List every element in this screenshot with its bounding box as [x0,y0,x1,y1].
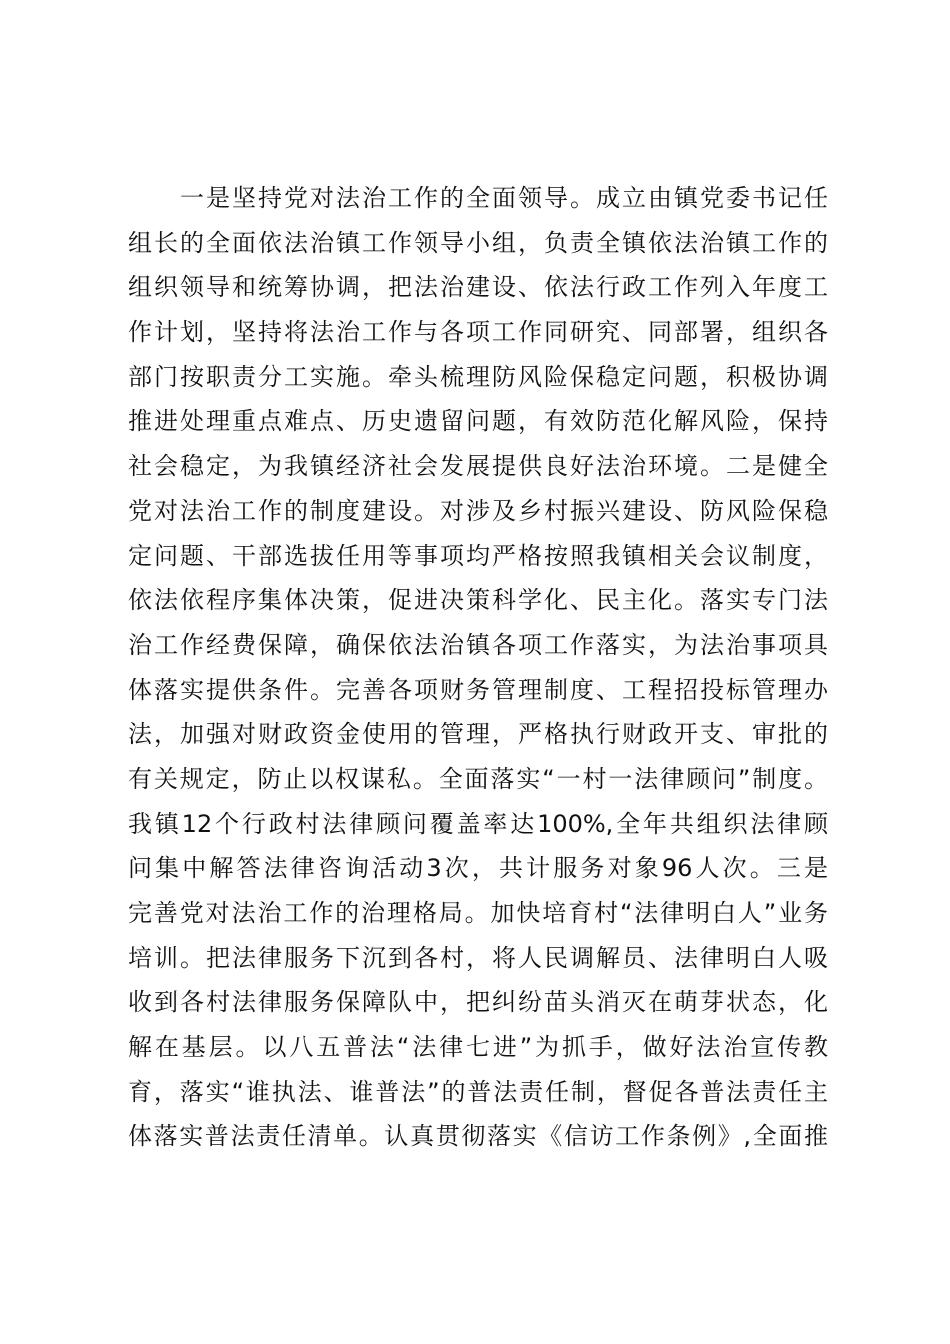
text-line: 作计划，坚持将法治工作与各项工作同研究、同部署，组织各 [128,318,828,347]
text-line: 组长的全面依法治镇工作领导小组，负责全镇依法治镇工作的 [128,228,828,257]
text-line: 党对法治工作的制度建设。对涉及乡村振兴建设、防风险保稳 [128,496,828,525]
text-line: 依法依程序集体决策，促进决策科学化、民主化。落实专门法 [128,586,828,615]
text-line: 部门按职责分工实施。牵头梳理防风险保稳定问题，积极协调 [128,362,828,391]
text-line: 法，加强对财政资金使用的管理，严格执行财政开支、审批的 [128,720,828,749]
text-line: 问集中解答法律咨询活动3次，共计服务对象96人次。三是 [128,854,828,883]
text-line: 社会稳定，为我镇经济社会发展提供良好法治环境。二是健全 [128,452,828,481]
text-line: 培训。把法律服务下沉到各村，将人民调解员、法律明白人吸 [128,943,828,972]
text-line: 有关规定，防止以权谋私。全面落实“一村一法律顾问”制度。 [128,764,828,793]
text-line: 组织领导和统筹协调，把法治建设、依法行政工作列入年度工 [128,273,828,302]
text-line: 定问题、干部选拔任用等事项均严格按照我镇相关会议制度， [128,541,828,570]
text-line: 体落实提供条件。完善各项财务管理制度、工程招投标管理办 [128,675,828,704]
text-line: 收到各村法律服务保障队中，把纠纷苗头消灭在萌芽状态，化 [128,988,828,1017]
text-line: 推进处理重点难点、历史遗留问题，有效防范化解风险，保持 [128,407,828,436]
body-paragraph [128,176,828,1159]
text-line: 育，落实“谁执法、谁普法”的普法责任制，督促各普法责任主 [128,1077,828,1106]
text-line: 一是坚持党对法治工作的全面领导。成立由镇党委书记任 [128,184,828,212]
text-line: 完善党对法治工作的治理格局。加快培育村“法律明白人”业务 [128,899,828,927]
text-line: 解在基层。以八五普法“法律七进”为抓手，做好法治宣传教 [128,1033,828,1062]
text-line: 我镇12个行政村法律顾问覆盖率达100%,全年共组织法律顾 [128,809,828,838]
text-line: 治工作经费保障，确保依法治镇各项工作落实，为法治事项具 [128,630,828,659]
text-line: 体落实普法责任清单。认真贯彻落实《信访工作条例》,全面推 [128,1122,828,1151]
